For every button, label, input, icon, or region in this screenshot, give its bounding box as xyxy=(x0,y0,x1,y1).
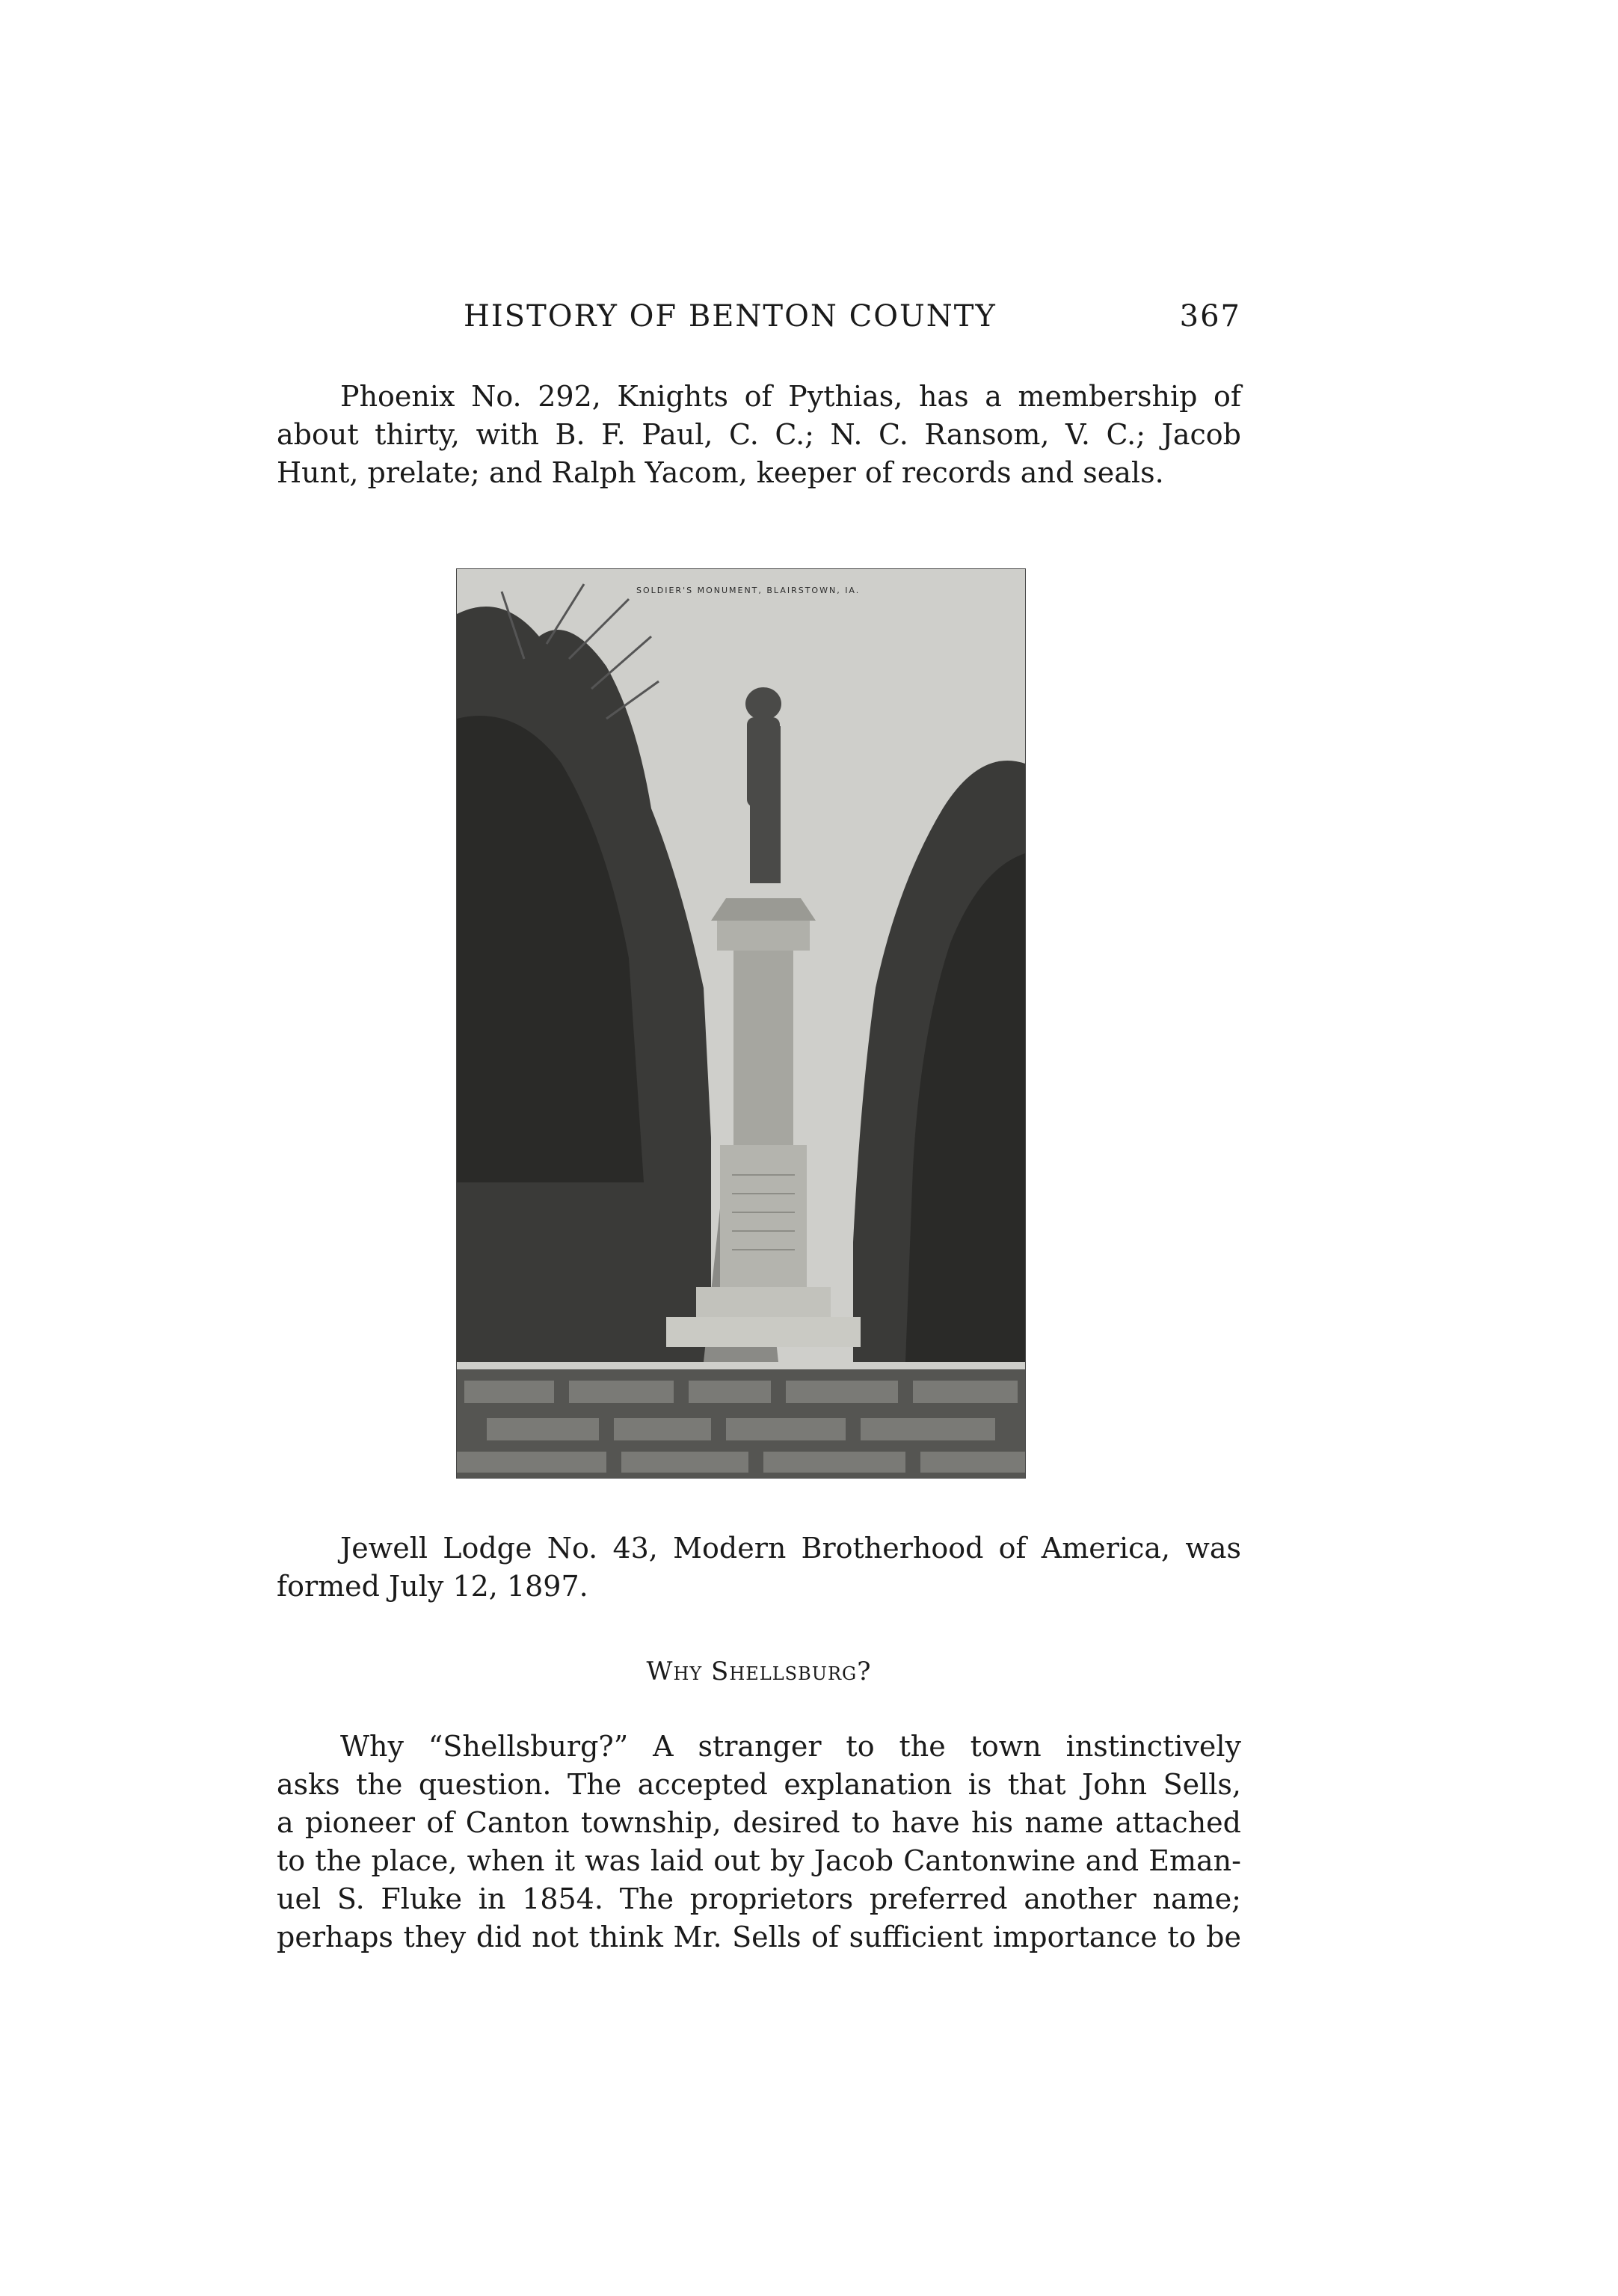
running-header-title: HISTORY OF BENTON COUNTY xyxy=(464,299,997,334)
soldiers-monument-photo xyxy=(456,568,1026,1479)
page-number: 367 xyxy=(1179,299,1241,334)
monument-base-lower xyxy=(666,1317,861,1347)
paragraph-line: to the place, when it was laid out by Jacob Cantonwine and Eman- xyxy=(277,1844,1241,1877)
paragraph-line: Why “Shellsburg?” A stranger to the town instinctively xyxy=(340,1730,1241,1763)
paragraph-line: uel S. Fluke in 1854. The proprietors preferred another name; xyxy=(277,1882,1241,1915)
paragraph-line: perhaps they did not think Mr. Sells of sufficient importance to be xyxy=(277,1921,1241,1953)
monument-cap xyxy=(711,898,816,921)
monument-base-upper xyxy=(696,1287,831,1317)
monument-illustration xyxy=(457,569,1025,1478)
paragraph-line: asks the question. The accepted explanation is that John Sells, xyxy=(277,1768,1241,1801)
paragraph-line: about thirty, with B. F. Paul, C. C.; N. C. Ransom, V. C.; Jacob xyxy=(277,418,1241,451)
photo-caption: SOLDIER'S MONUMENT, BLAIRSTOWN, IA. xyxy=(636,586,861,595)
monument-cornice xyxy=(717,921,810,951)
paragraph-jewell-lodge xyxy=(277,1529,1241,1606)
running-header xyxy=(277,299,1241,344)
paragraph-line: formed July 12, 1897. xyxy=(277,1570,588,1603)
monument-inscription-block xyxy=(720,1145,807,1287)
paragraph-line: Hunt, prelate; and Ralph Yacom, keeper of records and seals. xyxy=(277,456,1164,489)
paragraph-knights-of-pythias xyxy=(277,378,1241,492)
paragraph-why-shellsburg xyxy=(277,1728,1241,1956)
monument-shaft xyxy=(733,951,793,1145)
paragraph-line: a pioneer of Canton township, desired to have his name attached xyxy=(277,1806,1241,1839)
section-heading: Why Shellsburg? xyxy=(646,1657,872,1686)
paragraph-line: Jewell Lodge No. 43, Modern Brotherhood of America, was xyxy=(340,1532,1241,1565)
paragraph-line: Phoenix No. 292, Knights of Pythias, has a membership of xyxy=(340,380,1241,413)
stone-blocks xyxy=(457,1381,1025,1473)
